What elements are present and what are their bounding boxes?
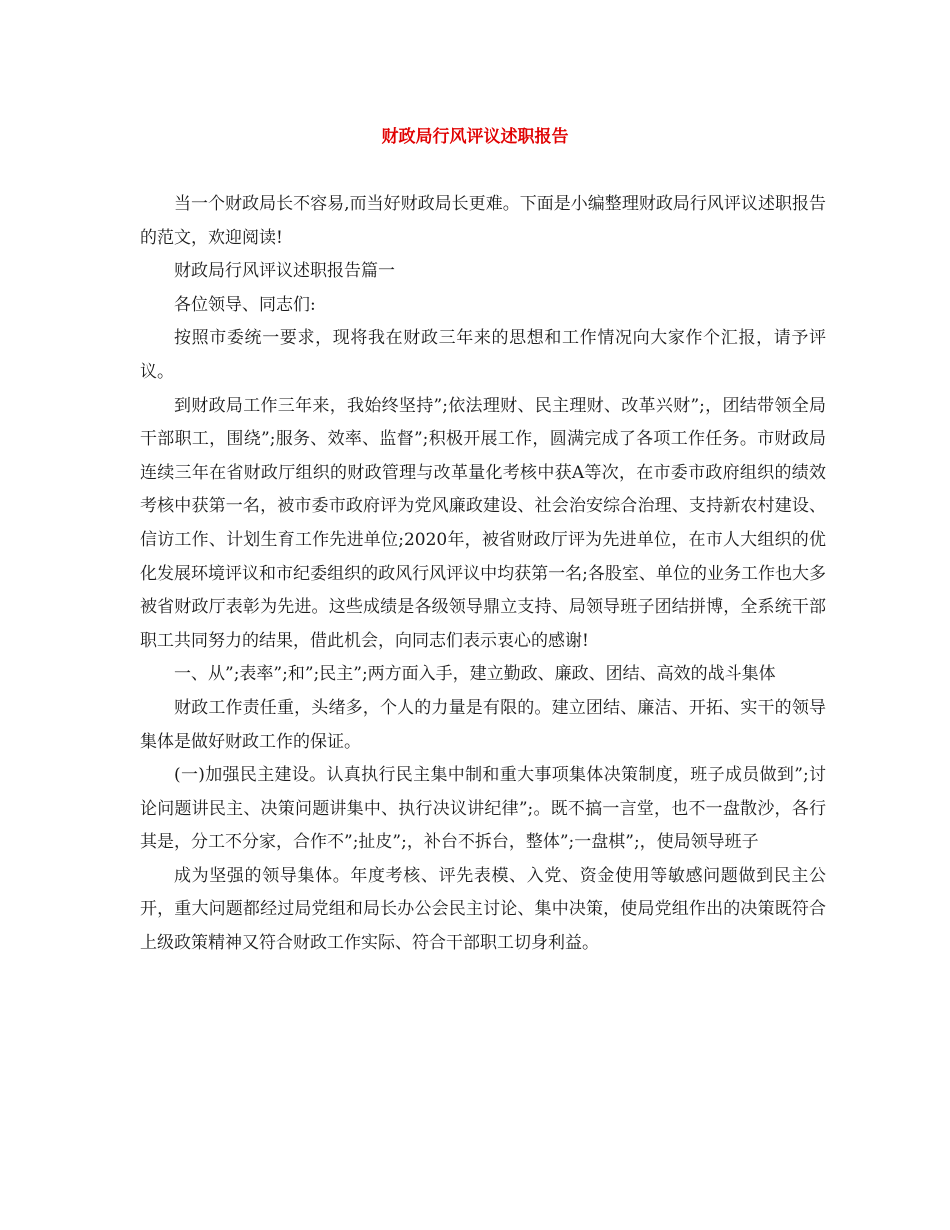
paragraph-achievements: 到财政局工作三年来，我始终坚持”;依法理财、民主理财、改革兴财”;，团结带领全局干部职工，围绕”;服务、效率、监督”;积极开展工作，圆满完成了各项工作任务。市财政局连续三年在省财政厅组织的财政管理与改革量化考核中获A等次，在市委市政府组织的绩效考核中获第一名，被市委市政府评为党风廉政建设、社会治安综合治理、支持新农村建设、信访工作、计划生育工作先进单位;2020年，被省财政厅评为先进单位，在市人大组织的优化发展环境评议和市纪委组织的政风行风评议中均获第一名;各股室、单位的业务工作也大多被省财政厅表彰为先进。这些成绩是各级领导鼎立支持、局领导班子团结拼博，全系统干部职工共同努力的结果，借此机会，向同志们表示衷心的感谢! (140, 395, 826, 651)
paragraph-heading-one: 一、从”;表率”;和”;民主”;两方面入手，建立勤政、廉政、团结、高效的战斗集体 (174, 664, 776, 685)
document-title: 财政局行风评议述职报告 (381, 127, 569, 147)
document-body (140, 188, 826, 961)
paragraph-section-heading: 财政局行风评议述职报告篇一 (174, 261, 395, 282)
paragraph-democracy: (一)加强民主建设。认真执行民主集中制和重大事项集体决策制度，班子成员做到”;讨论问题讲民主、决策问题讲集中、执行决议讲纪律”;。既不搞一言堂，也不一盘散沙，各行其是，分工不分家，合作不”;扯皮”;，补台不拆台，整体”;一盘棋”;，使局领导班子 (140, 765, 826, 853)
paragraph-responsibility: 财政工作责任重，头绪多，个人的力量是有限的。建立团结、廉洁、开拓、实干的领导集体是做好财政工作的保证。 (140, 697, 826, 752)
paragraph-intro: 当一个财政局长不容易,而当好财政局长更难。下面是小编整理财政局行风评议述职报告的范文，欢迎阅读! (140, 194, 826, 248)
paragraph-salutation: 各位领导、同志们: (174, 294, 316, 315)
paragraph-opening: 按照市委统一要求，现将我在财政三年来的思想和工作情况向大家作个汇报，请予评议。 (140, 328, 826, 382)
paragraph-leadership: 成为坚强的领导集体。年度考核、评先表模、入党、资金使用等敏感问题做到民主公开，重大问题都经过局党组和局长办公会民主讨论、集中决策，使局党组作出的决策既符合上级政策精神又符合财政工作实际、符合干部职工切身利益。 (140, 865, 826, 954)
